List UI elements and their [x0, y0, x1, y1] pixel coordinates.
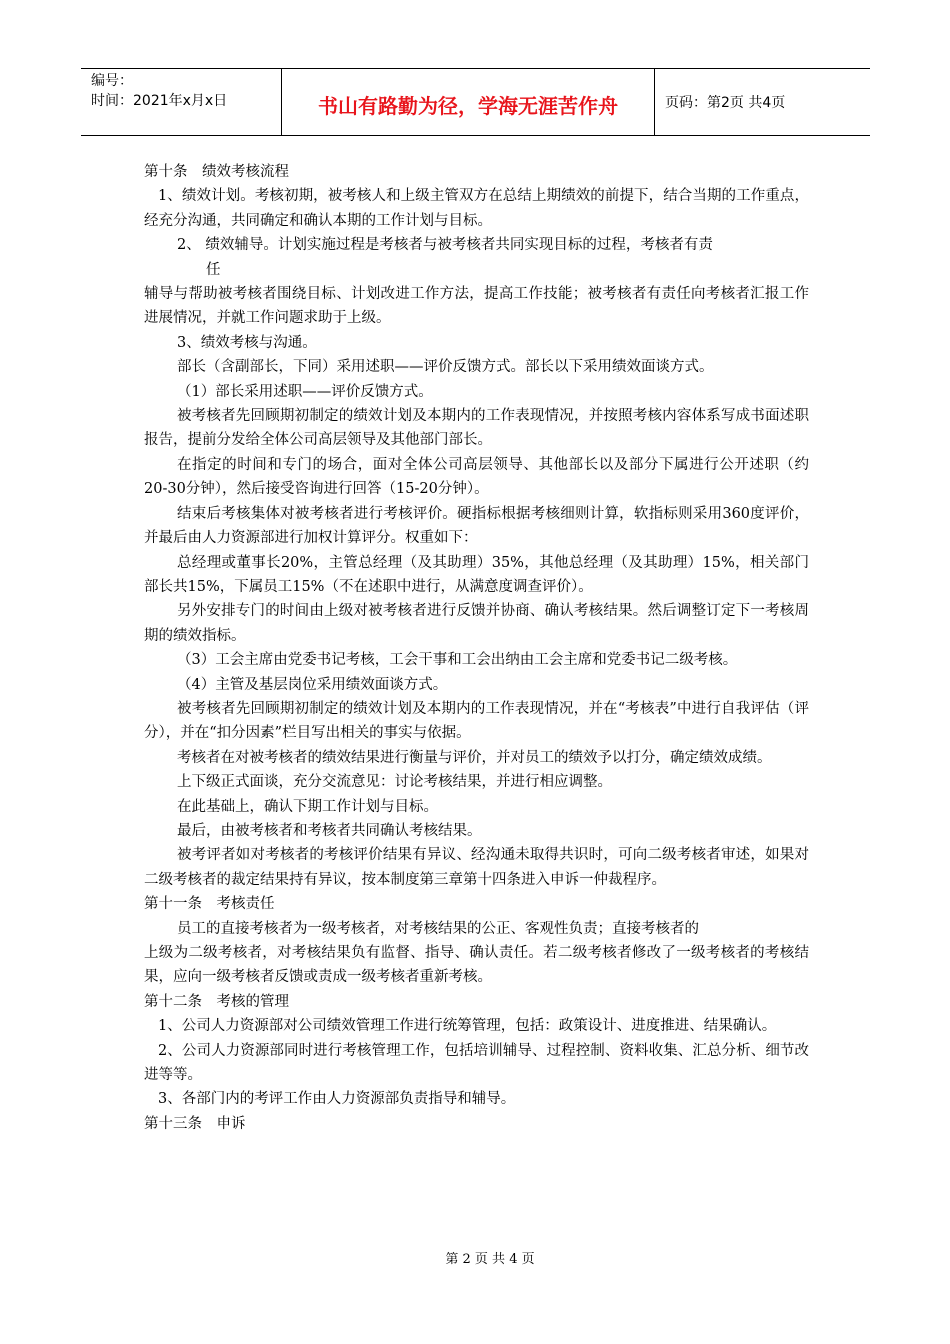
paragraph: 3、各部门内的考评工作由人力资源部负责指导和辅导。: [158, 1091, 516, 1108]
paragraph: 被考核者先回顾期初制定的绩效计划及本期内的工作表现情况，并在“考核表”中进行自我评估（评分），并在“扣分因素”栏目写出相关的事实与依据。: [144, 700, 809, 742]
paragraph: 在指定的时间和专门的场合，面对全体公司高层领导、其他部长以及部分下属进行公开述职（约20-30分钟），然后接受咨询进行回答（15-20分钟）。: [144, 456, 809, 498]
paragraph: 员工的直接考核者为一级考核者，对考核结果的公正、客观性负责；直接考核者的: [177, 920, 699, 937]
paragraph: 1、绩效计划。考核初期，被考核人和上级主管双方在总结上期绩效的前提下，结合当期的工作重点，经充分沟通，共同确定和确认本期的工作计划与目标。: [144, 188, 809, 229]
paragraph: 上下级正式面谈，充分交流意见：讨论考核结果，并进行相应调整。: [177, 774, 612, 791]
section-heading-article-12: 第十二条 考核的管理: [144, 993, 289, 1010]
paragraph: 1、公司人力资源部对公司绩效管理工作进行统筹管理，包括：政策设计、进度推进、结果确认。: [158, 1018, 777, 1035]
paragraph: 在此基础上，确认下期工作计划与目标。: [177, 798, 438, 815]
paragraph: 部长（含副部长，下同）采用述职——评价反馈方式。部长以下采用绩效面谈方式。: [177, 359, 714, 376]
section-heading-article-13: 第十三条 申诉: [144, 1115, 246, 1132]
paragraph: 另外安排专门的时间由上级对被考核者进行反馈并协商、确认考核结果。然后调整订定下一考核周期的绩效指标。: [144, 603, 809, 644]
paragraph: 结束后考核集体对被考核者进行考核评价。硬指标根据考核细则计算，软指标则采用360度评价，并最后由人力资源部进行加权计算评分。权重如下：: [144, 505, 809, 547]
paragraph: 被考评者如对考核者的考核评价结果有异议、经沟通未取得共识时，可向二级考核者审述，如果对二级考核者的裁定结果持有异议，按本制度第三章第十四条进入申诉一仲裁程序。: [144, 847, 809, 888]
paragraph: 最后，由被考核者和考核者共同确认考核结果。: [177, 822, 482, 839]
section-heading-article-11: 第十一条 考核责任: [144, 896, 275, 913]
paragraph: 2、公司人力资源部同时进行考核管理工作，包括培训辅导、过程控制、资料收集、汇总分析、细节改进等等。: [144, 1042, 809, 1084]
paragraph: 2、 绩效辅导。计划实施过程是考核者与被考核者共同实现目标的过程，考核者有责: [177, 237, 713, 254]
header-motto: 书山有路勤为径，学海无涯苦作舟: [282, 69, 655, 135]
paragraph-fragment: 任: [206, 261, 221, 278]
paragraph: 上级为二级考核者，对考核结果负有监督、指导、确认责任。若二级考核者修改了一级考核者的考核结果，应向一级考核者反馈或责成一级考核者重新考核。: [144, 945, 809, 986]
paragraph: 总经理或董事长20%，主管总经理（及其助理）35%，其他总经理（及其助理）15%，相关部门部长共15%，下属员工15%（不在述职中进行，从满意度调查评价）。: [144, 554, 809, 595]
page-footer: 第 2 页 共 4 页: [445, 1252, 535, 1267]
header-page-info: 页码：第2页 共4页: [665, 95, 786, 111]
paragraph: 3、绩效考核与沟通。: [177, 334, 317, 351]
document-number-label: 编号：: [91, 73, 133, 89]
paragraph: 考核者在对被考核者的绩效结果进行衡量与评价，并对员工的绩效予以打分，确定绩效成绩。: [177, 749, 772, 766]
section-heading-article-10: 第十条 绩效考核流程: [144, 164, 289, 180]
page-header: [81, 68, 870, 136]
paragraph: （1）部长采用述职——评价反馈方式。: [177, 383, 433, 400]
document-date-label: 时间：2021年x月x日: [91, 93, 228, 109]
paragraph: （3）工会主席由党委书记考核，工会干事和工会出纳由工会主席和党委书记二级考核。: [177, 652, 738, 669]
paragraph: （4）主管及基层岗位采用绩效面谈方式。: [177, 676, 448, 693]
paragraph: 辅导与帮助被考核者围绕目标、计划改进工作方法，提高工作技能；被考核者有责任向考核者汇报工作进展情况，并就工作问题求助于上级。: [144, 286, 809, 327]
paragraph: 被考核者先回顾期初制定的绩效计划及本期内的工作表现情况，并按照考核内容体系写成书面述职报告，提前分发给全体公司高层领导及其他部门部长。: [144, 408, 809, 449]
header-meta-cell: [81, 69, 282, 135]
document-body: [144, 160, 809, 1136]
